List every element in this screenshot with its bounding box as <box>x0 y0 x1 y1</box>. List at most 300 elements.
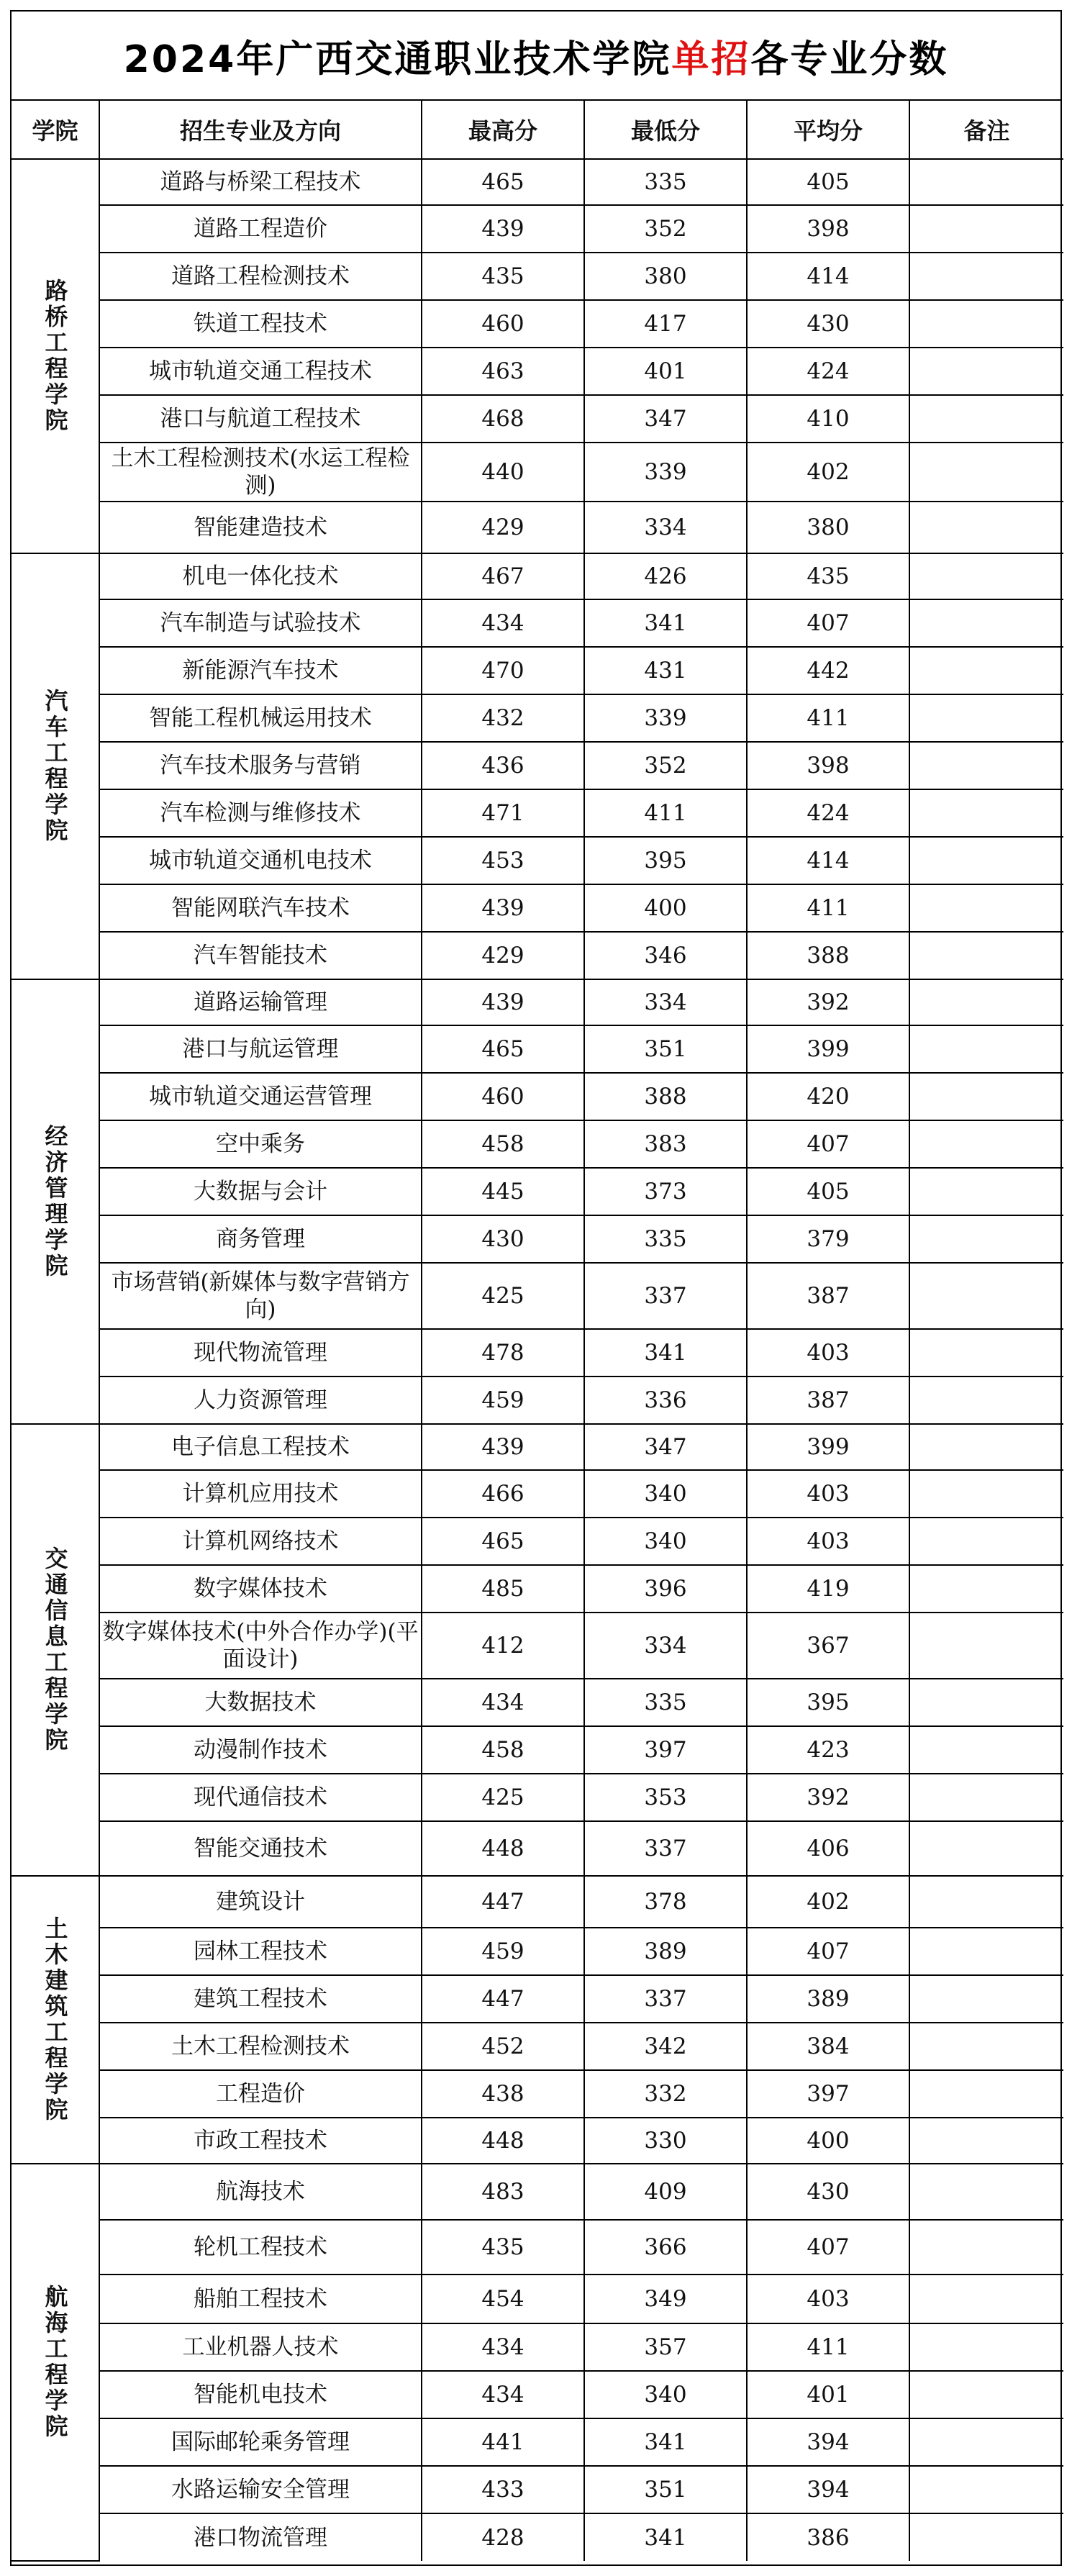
max-score-cell: 439 <box>422 1424 584 1470</box>
max-score-cell: 434 <box>422 2371 584 2418</box>
table-row <box>12 205 1063 253</box>
max-score-cell: 465 <box>422 159 584 205</box>
max-score-cell: 432 <box>422 694 584 742</box>
min-score-cell: 339 <box>584 694 747 742</box>
avg-score-cell: 394 <box>747 2418 909 2466</box>
avg-score-cell: 405 <box>747 1168 909 1215</box>
table-body <box>12 159 1063 2561</box>
avg-score-cell: 411 <box>747 694 909 742</box>
note-cell <box>909 884 1063 932</box>
avg-score-cell: 411 <box>747 884 909 932</box>
max-score-cell: 448 <box>422 2118 584 2164</box>
max-score-cell: 448 <box>422 1821 584 1876</box>
major-cell: 市政工程技术 <box>99 2118 422 2164</box>
min-score-cell: 426 <box>584 553 747 599</box>
table-row <box>12 1518 1063 1565</box>
major-cell: 智能机电技术 <box>99 2371 422 2418</box>
avg-score-cell: 406 <box>747 1821 909 1876</box>
table-row <box>12 2220 1063 2275</box>
table-row <box>12 395 1063 443</box>
min-score-cell: 411 <box>584 789 747 837</box>
note-cell <box>909 694 1063 742</box>
major-cell: 城市轨道交通机电技术 <box>99 837 422 884</box>
note-cell <box>909 1120 1063 1168</box>
min-score-cell: 347 <box>584 395 747 443</box>
major-cell: 道路工程造价 <box>99 205 422 253</box>
page-title <box>12 12 1060 101</box>
avg-score-cell: 387 <box>747 1263 909 1329</box>
major-cell: 国际邮轮乘务管理 <box>99 2418 422 2466</box>
avg-score-cell: 397 <box>747 2070 909 2118</box>
note-cell <box>909 395 1063 443</box>
avg-score-cell: 402 <box>747 1876 909 1928</box>
max-score-cell: 435 <box>422 253 584 300</box>
table-row <box>12 300 1063 348</box>
note-cell <box>909 1329 1063 1377</box>
note-cell <box>909 1726 1063 1774</box>
major-cell: 智能工程机械运用技术 <box>99 694 422 742</box>
max-score-cell: 485 <box>422 1565 584 1613</box>
avg-score-cell: 407 <box>747 599 909 647</box>
max-score-cell: 459 <box>422 1928 584 1975</box>
max-score-cell: 441 <box>422 2418 584 2466</box>
major-cell: 港口与航道工程技术 <box>99 395 422 443</box>
major-cell: 港口与航运管理 <box>99 1025 422 1073</box>
max-score-cell: 439 <box>422 205 584 253</box>
min-score-cell: 339 <box>584 443 747 502</box>
table-row <box>12 837 1063 884</box>
note-cell <box>909 1073 1063 1120</box>
major-cell: 人力资源管理 <box>99 1377 422 1424</box>
avg-score-cell: 387 <box>747 1377 909 1424</box>
table-row <box>12 1679 1063 1726</box>
avg-score-cell: 394 <box>747 2466 909 2513</box>
max-score-cell: 429 <box>422 502 584 553</box>
note-cell <box>909 2220 1063 2275</box>
table-row <box>12 159 1063 205</box>
min-score-cell: 337 <box>584 1263 747 1329</box>
min-score-cell: 409 <box>584 2164 747 2220</box>
table-row <box>12 1726 1063 1774</box>
note-cell <box>909 1565 1063 1613</box>
max-score-cell: 460 <box>422 300 584 348</box>
min-score-cell: 334 <box>584 502 747 553</box>
note-cell <box>909 1215 1063 1263</box>
title-prefix: 2024年广西交通职业技术学院 <box>123 37 672 81</box>
avg-score-cell: 424 <box>747 789 909 837</box>
max-score-cell: 434 <box>422 2323 584 2371</box>
min-score-cell: 373 <box>584 1168 747 1215</box>
note-cell <box>909 932 1063 979</box>
avg-score-cell: 403 <box>747 1470 909 1518</box>
min-score-cell: 335 <box>584 1215 747 1263</box>
min-score-cell: 341 <box>584 1329 747 1377</box>
min-score-cell: 357 <box>584 2323 747 2371</box>
note-cell <box>909 1821 1063 1876</box>
major-cell: 船舶工程技术 <box>99 2275 422 2323</box>
table-row <box>12 553 1063 599</box>
major-cell: 智能交通技术 <box>99 1821 422 1876</box>
note-cell <box>909 553 1063 599</box>
avg-score-cell: 388 <box>747 932 909 979</box>
major-cell: 汽车智能技术 <box>99 932 422 979</box>
max-score-cell: 458 <box>422 1120 584 1168</box>
major-cell: 现代通信技术 <box>99 1774 422 1821</box>
note-cell <box>909 789 1063 837</box>
max-score-cell: 440 <box>422 443 584 502</box>
min-score-cell: 366 <box>584 2220 747 2275</box>
max-score-cell: 467 <box>422 553 584 599</box>
avg-score-cell: 402 <box>747 443 909 502</box>
note-cell <box>909 2466 1063 2513</box>
note-cell <box>909 2164 1063 2220</box>
table-row <box>12 1928 1063 1975</box>
note-cell <box>909 1679 1063 1726</box>
min-score-cell: 340 <box>584 1518 747 1565</box>
major-cell: 大数据与会计 <box>99 1168 422 1215</box>
max-score-cell: 458 <box>422 1726 584 1774</box>
min-score-cell: 351 <box>584 1025 747 1073</box>
note-cell <box>909 2323 1063 2371</box>
note-cell <box>909 2371 1063 2418</box>
max-score-cell: 428 <box>422 2513 584 2561</box>
note-cell <box>909 1876 1063 1928</box>
table-row <box>12 1215 1063 1263</box>
major-cell: 港口物流管理 <box>99 2513 422 2561</box>
avg-score-cell: 384 <box>747 2023 909 2070</box>
note-cell <box>909 599 1063 647</box>
note-cell <box>909 1025 1063 1073</box>
min-score-cell: 431 <box>584 647 747 694</box>
max-score-cell: 439 <box>422 979 584 1025</box>
score-sheet <box>10 10 1062 2566</box>
major-cell: 土木工程检测技术 <box>99 2023 422 2070</box>
min-score-cell: 330 <box>584 2118 747 2164</box>
major-cell: 轮机工程技术 <box>99 2220 422 2275</box>
table-row <box>12 1774 1063 1821</box>
table-row <box>12 932 1063 979</box>
min-score-cell: 340 <box>584 1470 747 1518</box>
avg-score-cell: 424 <box>747 348 909 395</box>
table-row <box>12 979 1063 1025</box>
table-row <box>12 2466 1063 2513</box>
min-score-cell: 342 <box>584 2023 747 2070</box>
note-cell <box>909 348 1063 395</box>
max-score-cell: 468 <box>422 395 584 443</box>
table-row <box>12 1613 1063 1679</box>
table-row <box>12 2164 1063 2220</box>
note-cell <box>909 1928 1063 1975</box>
major-cell: 工程造价 <box>99 2070 422 2118</box>
table-row <box>12 599 1063 647</box>
note-cell <box>909 1377 1063 1424</box>
max-score-cell: 460 <box>422 1073 584 1120</box>
major-cell: 机电一体化技术 <box>99 553 422 599</box>
max-score-cell: 429 <box>422 932 584 979</box>
max-score-cell: 452 <box>422 2023 584 2070</box>
max-score-cell: 425 <box>422 1774 584 1821</box>
avg-score-cell: 407 <box>747 1928 909 1975</box>
major-cell: 园林工程技术 <box>99 1928 422 1975</box>
max-score-cell: 433 <box>422 2466 584 2513</box>
avg-score-cell: 435 <box>747 553 909 599</box>
note-cell <box>909 300 1063 348</box>
major-cell: 城市轨道交通工程技术 <box>99 348 422 395</box>
min-score-cell: 335 <box>584 159 747 205</box>
avg-score-cell: 414 <box>747 253 909 300</box>
min-score-cell: 397 <box>584 1726 747 1774</box>
min-score-cell: 332 <box>584 2070 747 2118</box>
note-cell <box>909 837 1063 884</box>
max-score-cell: 438 <box>422 2070 584 2118</box>
major-cell: 道路工程检测技术 <box>99 253 422 300</box>
major-cell: 道路运输管理 <box>99 979 422 1025</box>
avg-score-cell: 379 <box>747 1215 909 1263</box>
major-cell: 新能源汽车技术 <box>99 647 422 694</box>
major-cell: 智能网联汽车技术 <box>99 884 422 932</box>
table-row <box>12 1377 1063 1424</box>
major-cell: 建筑工程技术 <box>99 1975 422 2023</box>
major-cell: 商务管理 <box>99 1215 422 1263</box>
note-cell <box>909 1613 1063 1679</box>
major-cell: 土木工程检测技术(水运工程检测) <box>99 443 422 502</box>
title-highlight: 单招 <box>671 37 751 81</box>
major-cell: 航海技术 <box>99 2164 422 2220</box>
header-max: 最高分 <box>422 101 584 159</box>
table-row <box>12 2023 1063 2070</box>
avg-score-cell: 392 <box>747 979 909 1025</box>
max-score-cell: 447 <box>422 1876 584 1928</box>
avg-score-cell: 389 <box>747 1975 909 2023</box>
min-score-cell: 335 <box>584 1679 747 1726</box>
max-score-cell: 466 <box>422 1470 584 1518</box>
table-row <box>12 1329 1063 1377</box>
table-row <box>12 1120 1063 1168</box>
max-score-cell: 439 <box>422 884 584 932</box>
min-score-cell: 380 <box>584 253 747 300</box>
header-avg: 平均分 <box>747 101 909 159</box>
min-score-cell: 351 <box>584 2466 747 2513</box>
note-cell <box>909 2513 1063 2561</box>
avg-score-cell: 367 <box>747 1613 909 1679</box>
table-row <box>12 742 1063 789</box>
avg-score-cell: 407 <box>747 2220 909 2275</box>
note-cell <box>909 647 1063 694</box>
max-score-cell: 430 <box>422 1215 584 1263</box>
major-cell: 汽车技术服务与营销 <box>99 742 422 789</box>
table-row <box>12 1876 1063 1928</box>
score-table <box>12 101 1063 2562</box>
table-row <box>12 2275 1063 2323</box>
avg-score-cell: 399 <box>747 1424 909 1470</box>
max-score-cell: 453 <box>422 837 584 884</box>
min-score-cell: 347 <box>584 1424 747 1470</box>
note-cell <box>909 1263 1063 1329</box>
min-score-cell: 417 <box>584 300 747 348</box>
avg-score-cell: 398 <box>747 742 909 789</box>
max-score-cell: 425 <box>422 1263 584 1329</box>
table-row <box>12 348 1063 395</box>
table-row <box>12 1263 1063 1329</box>
min-score-cell: 349 <box>584 2275 747 2323</box>
max-score-cell: 412 <box>422 1613 584 1679</box>
college-cell: 航海工程学院 <box>12 2164 99 2561</box>
max-score-cell: 445 <box>422 1168 584 1215</box>
note-cell <box>909 2070 1063 2118</box>
table-row <box>12 502 1063 553</box>
note-cell <box>909 253 1063 300</box>
table-row <box>12 2118 1063 2164</box>
min-score-cell: 334 <box>584 1613 747 1679</box>
table-row <box>12 1565 1063 1613</box>
table-row <box>12 253 1063 300</box>
min-score-cell: 396 <box>584 1565 747 1613</box>
avg-score-cell: 403 <box>747 2275 909 2323</box>
note-cell <box>909 2118 1063 2164</box>
table-row <box>12 2070 1063 2118</box>
avg-score-cell: 414 <box>747 837 909 884</box>
avg-score-cell: 401 <box>747 2371 909 2418</box>
table-row <box>12 647 1063 694</box>
note-cell <box>909 205 1063 253</box>
note-cell <box>909 979 1063 1025</box>
college-cell: 经济管理学院 <box>12 979 99 1424</box>
table-row <box>12 2513 1063 2561</box>
major-cell: 空中乘务 <box>99 1120 422 1168</box>
major-cell: 计算机应用技术 <box>99 1470 422 1518</box>
avg-score-cell: 399 <box>747 1025 909 1073</box>
min-score-cell: 337 <box>584 1821 747 1876</box>
note-cell <box>909 1774 1063 1821</box>
max-score-cell: 483 <box>422 2164 584 2220</box>
min-score-cell: 352 <box>584 742 747 789</box>
avg-score-cell: 410 <box>747 395 909 443</box>
min-score-cell: 341 <box>584 599 747 647</box>
table-row <box>12 1025 1063 1073</box>
major-cell: 大数据技术 <box>99 1679 422 1726</box>
table-row <box>12 2418 1063 2466</box>
max-score-cell: 465 <box>422 1025 584 1073</box>
min-score-cell: 388 <box>584 1073 747 1120</box>
note-cell <box>909 742 1063 789</box>
major-cell: 电子信息工程技术 <box>99 1424 422 1470</box>
note-cell <box>909 2023 1063 2070</box>
min-score-cell: 337 <box>584 1975 747 2023</box>
note-cell <box>909 2275 1063 2323</box>
avg-score-cell: 403 <box>747 1518 909 1565</box>
note-cell <box>909 159 1063 205</box>
max-score-cell: 463 <box>422 348 584 395</box>
college-cell: 土木建筑工程学院 <box>12 1876 99 2164</box>
avg-score-cell: 407 <box>747 1120 909 1168</box>
max-score-cell: 435 <box>422 2220 584 2275</box>
min-score-cell: 400 <box>584 884 747 932</box>
major-cell: 工业机器人技术 <box>99 2323 422 2371</box>
table-row <box>12 1168 1063 1215</box>
min-score-cell: 395 <box>584 837 747 884</box>
major-cell: 汽车检测与维修技术 <box>99 789 422 837</box>
major-cell: 汽车制造与试验技术 <box>99 599 422 647</box>
table-row <box>12 443 1063 502</box>
header-major: 招生专业及方向 <box>99 101 422 159</box>
min-score-cell: 352 <box>584 205 747 253</box>
table-row <box>12 2371 1063 2418</box>
major-cell: 城市轨道交通运营管理 <box>99 1073 422 1120</box>
min-score-cell: 341 <box>584 2513 747 2561</box>
table-header-row <box>12 101 1063 159</box>
max-score-cell: 470 <box>422 647 584 694</box>
min-score-cell: 336 <box>584 1377 747 1424</box>
note-cell <box>909 1470 1063 1518</box>
min-score-cell: 383 <box>584 1120 747 1168</box>
avg-score-cell: 392 <box>747 1774 909 1821</box>
avg-score-cell: 419 <box>747 1565 909 1613</box>
min-score-cell: 340 <box>584 2371 747 2418</box>
avg-score-cell: 420 <box>747 1073 909 1120</box>
max-score-cell: 447 <box>422 1975 584 2023</box>
table-row <box>12 884 1063 932</box>
avg-score-cell: 400 <box>747 2118 909 2164</box>
header-min: 最低分 <box>584 101 747 159</box>
avg-score-cell: 405 <box>747 159 909 205</box>
max-score-cell: 436 <box>422 742 584 789</box>
max-score-cell: 434 <box>422 1679 584 1726</box>
avg-score-cell: 442 <box>747 647 909 694</box>
major-cell: 建筑设计 <box>99 1876 422 1928</box>
max-score-cell: 465 <box>422 1518 584 1565</box>
min-score-cell: 401 <box>584 348 747 395</box>
avg-score-cell: 430 <box>747 2164 909 2220</box>
max-score-cell: 459 <box>422 1377 584 1424</box>
note-cell <box>909 443 1063 502</box>
note-cell <box>909 1168 1063 1215</box>
major-cell: 计算机网络技术 <box>99 1518 422 1565</box>
major-cell: 铁道工程技术 <box>99 300 422 348</box>
max-score-cell: 434 <box>422 599 584 647</box>
major-cell: 现代物流管理 <box>99 1329 422 1377</box>
table-row <box>12 1424 1063 1470</box>
title-suffix: 各专业分数 <box>750 37 949 81</box>
max-score-cell: 478 <box>422 1329 584 1377</box>
min-score-cell: 346 <box>584 932 747 979</box>
header-note: 备注 <box>909 101 1063 159</box>
min-score-cell: 341 <box>584 2418 747 2466</box>
college-cell: 路桥工程学院 <box>12 159 99 553</box>
table-row <box>12 789 1063 837</box>
avg-score-cell: 398 <box>747 205 909 253</box>
avg-score-cell: 380 <box>747 502 909 553</box>
avg-score-cell: 423 <box>747 1726 909 1774</box>
college-cell: 汽车工程学院 <box>12 553 99 979</box>
header-college: 学院 <box>12 101 99 159</box>
major-cell: 智能建造技术 <box>99 502 422 553</box>
table-row <box>12 2323 1063 2371</box>
major-cell: 数字媒体技术 <box>99 1565 422 1613</box>
min-score-cell: 334 <box>584 979 747 1025</box>
max-score-cell: 454 <box>422 2275 584 2323</box>
major-cell: 动漫制作技术 <box>99 1726 422 1774</box>
avg-score-cell: 403 <box>747 1329 909 1377</box>
major-cell: 道路与桥梁工程技术 <box>99 159 422 205</box>
avg-score-cell: 430 <box>747 300 909 348</box>
table-row <box>12 1975 1063 2023</box>
note-cell <box>909 1424 1063 1470</box>
avg-score-cell: 411 <box>747 2323 909 2371</box>
table-row <box>12 1073 1063 1120</box>
note-cell <box>909 1518 1063 1565</box>
table-row <box>12 694 1063 742</box>
note-cell <box>909 2418 1063 2466</box>
